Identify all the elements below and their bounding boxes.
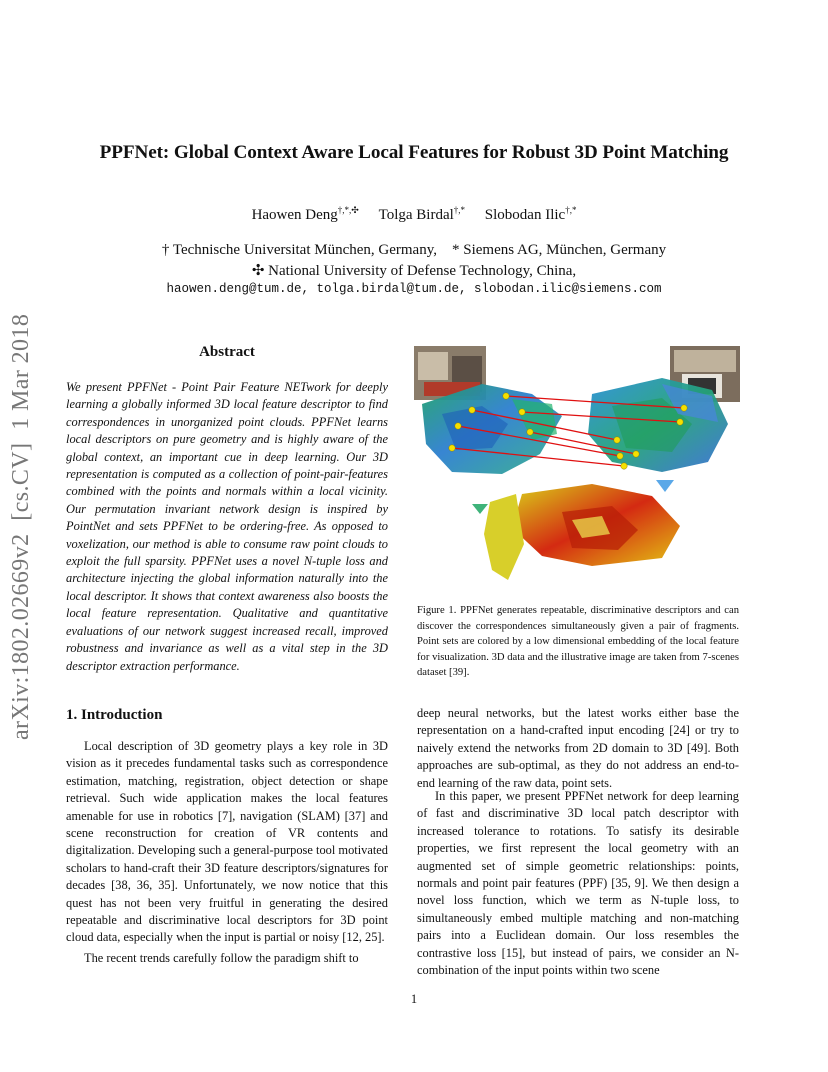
section-heading-introduction: 1. Introduction xyxy=(66,707,163,723)
abstract-heading: Abstract xyxy=(199,344,255,360)
down-arrow-right-icon xyxy=(656,480,674,492)
author-1: Haowen Deng†,*,✣ xyxy=(251,205,359,223)
author-list xyxy=(0,205,828,224)
abstract-text: We present PPFNet - Point Pair Feature NETwork for deeply learning a globally informed 3D local feature descriptor to find correspondences in unorganized point clouds. PPFNet learns local descriptors on pure geometry and is highly aware of the global context, an important cue in deep learning. Our 3D representation is computed as a collection of point-pair-features combined with the points and normals within a local vicinity. Our permutation invariant network design is inspired by PointNet and sets PPFNet to be ordering-free. As opposed to voxelization, our method is able to consume raw point clouds to exploit the full sparsity. PPFNet uses a novel N-tuple loss and architecture injecting the global information naturally into the local descriptor. It shows that context awareness also boosts the local feature representation. Qualitative and quantitative evaluations of our network suggest increased recall, improved robustness and invariance as well as a vital step in the 3D descriptor extraction performance. xyxy=(66,380,388,673)
arxiv-identifier: arXiv:1802.02669v2 [cs.CV] 1 Mar 2018 xyxy=(8,313,34,740)
intro-paragraph-2: The recent trends carefully follow the paradigm shift to xyxy=(84,951,359,965)
page-number: 1 xyxy=(410,992,418,1006)
right-column-paragraph-2: In this paper, we present PPFNet network for deep learning of fast and discriminative 3D local patch descriptor with increased tolerance to rotations. To satisfy its desirable properties, we first represent the local geometry with an augmented set of simple geometric relationships: points, normals and point pair features (PPF) [35, 9]. We then design a novel loss function, which we term as N-tuple loss, to simultaneously embed multiple matching and non-matching pairs into a Euclidean domain. Our loss resembles the contrastive loss [15], but instead of pairs, we consider an N-combination of the input points within two scene xyxy=(417,789,739,978)
affiliation-line-1: † Technische Universitat München, Germany, * Siemens AG, München, Germany xyxy=(161,242,667,258)
author-2: Tolga Birdal†,* xyxy=(378,205,466,223)
affiliation-line-2: ✣ National University of Defense Technology, China, xyxy=(251,263,577,279)
intro-paragraph-1: Local description of 3D geometry plays a key role in 3D vision as it precedes fundamental tasks such as correspondence estimation, matching, registration, object detection or shape retrieval. Such wide application makes the local features amenable for use in robotics [7], navigation (SLAM) [37] and scene reconstruction for creation of VR contents and digitalization. Developing such a general-purpose tool motivated scholars to hand-craft their 3D feature descriptors/signatures for decades [38, 36, 35]. Unfortunately, we now notice that this quest has not been very fruitful in generating the desired repeatable and discriminative local descriptors for 3D point cloud data, especially when the input is partial or noisy [12, 25]. xyxy=(66,739,388,945)
down-arrow-left-icon xyxy=(472,504,488,514)
figure-1-point-cloud-matching xyxy=(412,344,742,596)
right-column-paragraph-1: deep neural networks, but the latest works either base the representation on a hand-crafted input encoding [24] or try to naively extend the networks from 2D domain to 3D [49]. Both approaches are sub-optimal, as they do not address an end-to-end learning of the raw data, point sets. xyxy=(417,706,739,790)
author-3: Slobodan Ilic†,* xyxy=(484,205,577,223)
author-emails: haowen.deng@tum.de, tolga.birdal@tum.de, slobodan.ilic@siemens.com xyxy=(166,282,662,296)
paper-title: PPFNet: Global Context Aware Local Features for Robust 3D Point Matching xyxy=(99,142,729,163)
figure-1-caption: Figure 1. PPFNet generates repeatable, discriminative descriptors and can discover the correspondences simultaneously given a pair of fragments. Point sets are colored by a low dimensional embedding of the local feature for visualization. 3D data and the illustrative image are taken from 7-scenes dataset [39]. xyxy=(417,605,739,678)
